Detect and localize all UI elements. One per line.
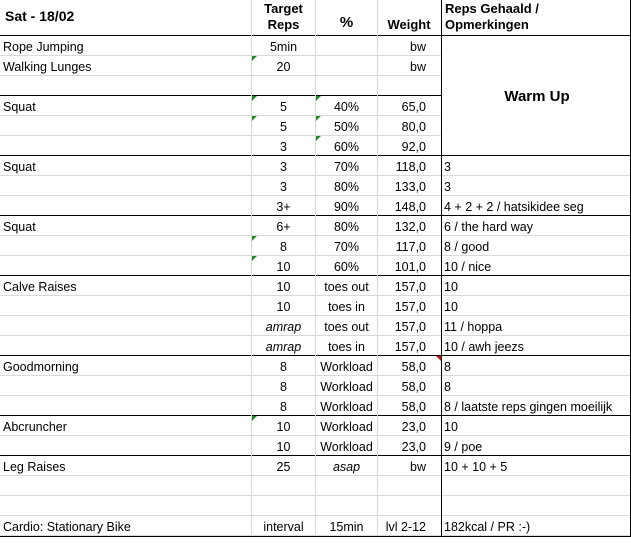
exercise-cell[interactable]: Cardio: Stationary Bike xyxy=(3,520,131,534)
percent-cell[interactable]: 50% xyxy=(333,120,360,134)
green-cell-marker xyxy=(316,96,321,101)
weight-cell[interactable]: 117,0 xyxy=(395,240,426,254)
weight-cell[interactable]: 148,0 xyxy=(394,200,426,214)
percent-cell[interactable]: Workload xyxy=(320,420,373,434)
reps-cell[interactable]: amrap xyxy=(265,340,302,354)
reps-cell[interactable]: 20 xyxy=(276,60,291,74)
percent-cell[interactable]: 90% xyxy=(333,200,360,214)
percent-cell[interactable]: 80% xyxy=(333,220,360,234)
exercise-cell[interactable]: Calve Raises xyxy=(3,280,77,294)
reps-cell[interactable]: 8 xyxy=(280,380,287,394)
reps-cell[interactable]: amrap xyxy=(265,320,302,334)
percent-cell[interactable]: 15min xyxy=(329,520,364,534)
warmup-label: Warm Up xyxy=(504,88,570,105)
green-cell-marker xyxy=(316,136,321,141)
reps-cell[interactable]: 10 xyxy=(276,280,291,294)
note-cell[interactable]: 6 / the hard way xyxy=(444,220,533,234)
note-cell[interactable]: 8 xyxy=(444,380,451,394)
reps-cell[interactable]: 8 xyxy=(280,240,287,254)
weight-cell[interactable]: 157,0 xyxy=(394,300,426,314)
weight-cell[interactable]: 65,0 xyxy=(401,100,426,114)
percent-cell[interactable]: toes in xyxy=(328,300,365,314)
note-cell[interactable]: 9 / poe xyxy=(444,440,483,454)
percent-cell[interactable]: toes out xyxy=(324,280,369,294)
note-cell[interactable]: 3 xyxy=(444,160,451,174)
reps-cell[interactable]: 3 xyxy=(280,160,287,174)
weight-cell[interactable]: 133,0 xyxy=(394,180,426,194)
note-cell[interactable]: 10 / nice xyxy=(444,260,492,274)
note-cell[interactable]: 10 + 10 + 5 xyxy=(444,460,508,474)
reps-cell[interactable]: interval xyxy=(263,520,304,534)
note-cell[interactable]: 4 + 2 + 2 / hatsikidee seg xyxy=(444,200,584,214)
reps-cell[interactable]: 5min xyxy=(269,40,298,54)
green-cell-marker xyxy=(252,236,257,241)
reps-cell[interactable]: 8 xyxy=(280,360,287,374)
weight-cell[interactable]: lvl 2-12 xyxy=(385,520,426,534)
green-cell-marker xyxy=(316,116,321,121)
exercise-cell[interactable]: Goodmorning xyxy=(3,360,79,374)
exercise-cell[interactable]: Squat xyxy=(3,100,36,114)
weight-cell[interactable]: 101,0 xyxy=(394,260,426,274)
note-cell[interactable]: 8 / good xyxy=(444,240,490,254)
reps-cell[interactable]: 5 xyxy=(280,120,287,134)
reps-cell[interactable]: 10 xyxy=(276,420,291,434)
reps-cell[interactable]: 5 xyxy=(280,100,287,114)
percent-cell[interactable]: toes in xyxy=(328,340,365,354)
note-cell[interactable]: 10 xyxy=(444,280,458,294)
note-cell[interactable]: 10 / awh jeezs xyxy=(444,340,524,354)
exercise-cell[interactable]: Walking Lunges xyxy=(3,60,92,74)
reps-cell[interactable]: 3 xyxy=(280,180,287,194)
red-comment-marker xyxy=(436,356,441,361)
reps-cell[interactable]: 8 xyxy=(280,400,287,414)
percent-cell[interactable]: asap xyxy=(332,460,361,474)
header-date: Sat - 18/02 xyxy=(5,8,75,24)
reps-cell[interactable]: 10 xyxy=(276,300,291,314)
reps-cell[interactable]: 10 xyxy=(276,440,291,454)
weight-cell[interactable]: 23,0 xyxy=(401,440,426,454)
green-cell-marker xyxy=(252,116,257,121)
reps-cell[interactable]: 6+ xyxy=(276,220,291,234)
row-gridline xyxy=(0,95,441,96)
note-cell[interactable]: 10 xyxy=(444,420,458,434)
reps-cell[interactable]: 10 xyxy=(276,260,291,274)
reps-cell[interactable]: 3 xyxy=(280,140,287,154)
note-cell[interactable]: 10 xyxy=(444,300,458,314)
header-target: Target xyxy=(264,1,303,16)
exercise-cell[interactable]: Squat xyxy=(3,220,36,234)
exercise-cell[interactable]: Abcruncher xyxy=(3,420,67,434)
weight-cell[interactable]: 157,0 xyxy=(394,320,426,334)
percent-cell[interactable]: Workload xyxy=(320,400,373,414)
reps-cell[interactable]: 3+ xyxy=(276,200,291,214)
exercise-cell[interactable]: Squat xyxy=(3,160,36,174)
percent-cell[interactable]: Workload xyxy=(320,440,373,454)
header-weight: Weight xyxy=(387,17,431,32)
note-cell[interactable]: 182kcal / PR :-) xyxy=(444,520,531,534)
weight-cell[interactable]: 157,0 xyxy=(394,340,426,354)
weight-cell[interactable]: 132,0 xyxy=(394,220,426,234)
percent-cell[interactable]: 70% xyxy=(333,240,360,254)
weight-cell[interactable]: 92,0 xyxy=(401,140,426,154)
reps-cell[interactable]: 25 xyxy=(276,460,291,474)
weight-cell[interactable]: 80,0 xyxy=(401,120,426,134)
weight-cell[interactable]: 58,0 xyxy=(401,380,426,394)
header-percent: % xyxy=(339,14,354,31)
weight-cell[interactable]: bw xyxy=(410,60,426,74)
header-notes-line2: Opmerkingen xyxy=(445,17,529,32)
percent-cell[interactable]: 60% xyxy=(333,260,360,274)
percent-cell[interactable]: 40% xyxy=(333,100,360,114)
weight-cell[interactable]: 58,0 xyxy=(401,360,426,374)
weight-cell[interactable]: bw xyxy=(410,40,426,54)
percent-cell[interactable]: Workload xyxy=(320,360,373,374)
header-reps: Reps xyxy=(267,17,300,32)
percent-cell[interactable]: Workload xyxy=(320,380,373,394)
percent-cell[interactable]: toes out xyxy=(324,320,369,334)
weight-cell[interactable]: 118,0 xyxy=(395,160,426,174)
green-cell-marker xyxy=(252,256,257,261)
header-notes-line1: Reps Gehaald / xyxy=(445,1,539,16)
weight-cell[interactable]: 58,0 xyxy=(401,400,426,414)
percent-cell[interactable]: 80% xyxy=(333,180,360,194)
column-gridline xyxy=(441,0,442,536)
green-cell-marker xyxy=(252,56,257,61)
note-cell[interactable]: 3 xyxy=(444,180,451,194)
note-cell[interactable]: 8 / laatste reps gingen moeilijk xyxy=(444,400,613,414)
percent-cell[interactable]: 60% xyxy=(333,140,360,154)
weight-cell[interactable]: bw xyxy=(410,460,426,474)
exercise-cell[interactable]: Leg Raises xyxy=(3,460,66,474)
percent-cell[interactable]: 70% xyxy=(333,160,360,174)
exercise-cell[interactable]: Rope Jumping xyxy=(3,40,84,54)
green-cell-marker xyxy=(252,416,257,421)
weight-cell[interactable]: 23,0 xyxy=(401,420,426,434)
green-cell-marker xyxy=(252,96,257,101)
weight-cell[interactable]: 157,0 xyxy=(394,280,426,294)
note-cell[interactable]: 8 xyxy=(444,360,451,374)
note-cell[interactable]: 11 / hoppa xyxy=(444,320,503,334)
